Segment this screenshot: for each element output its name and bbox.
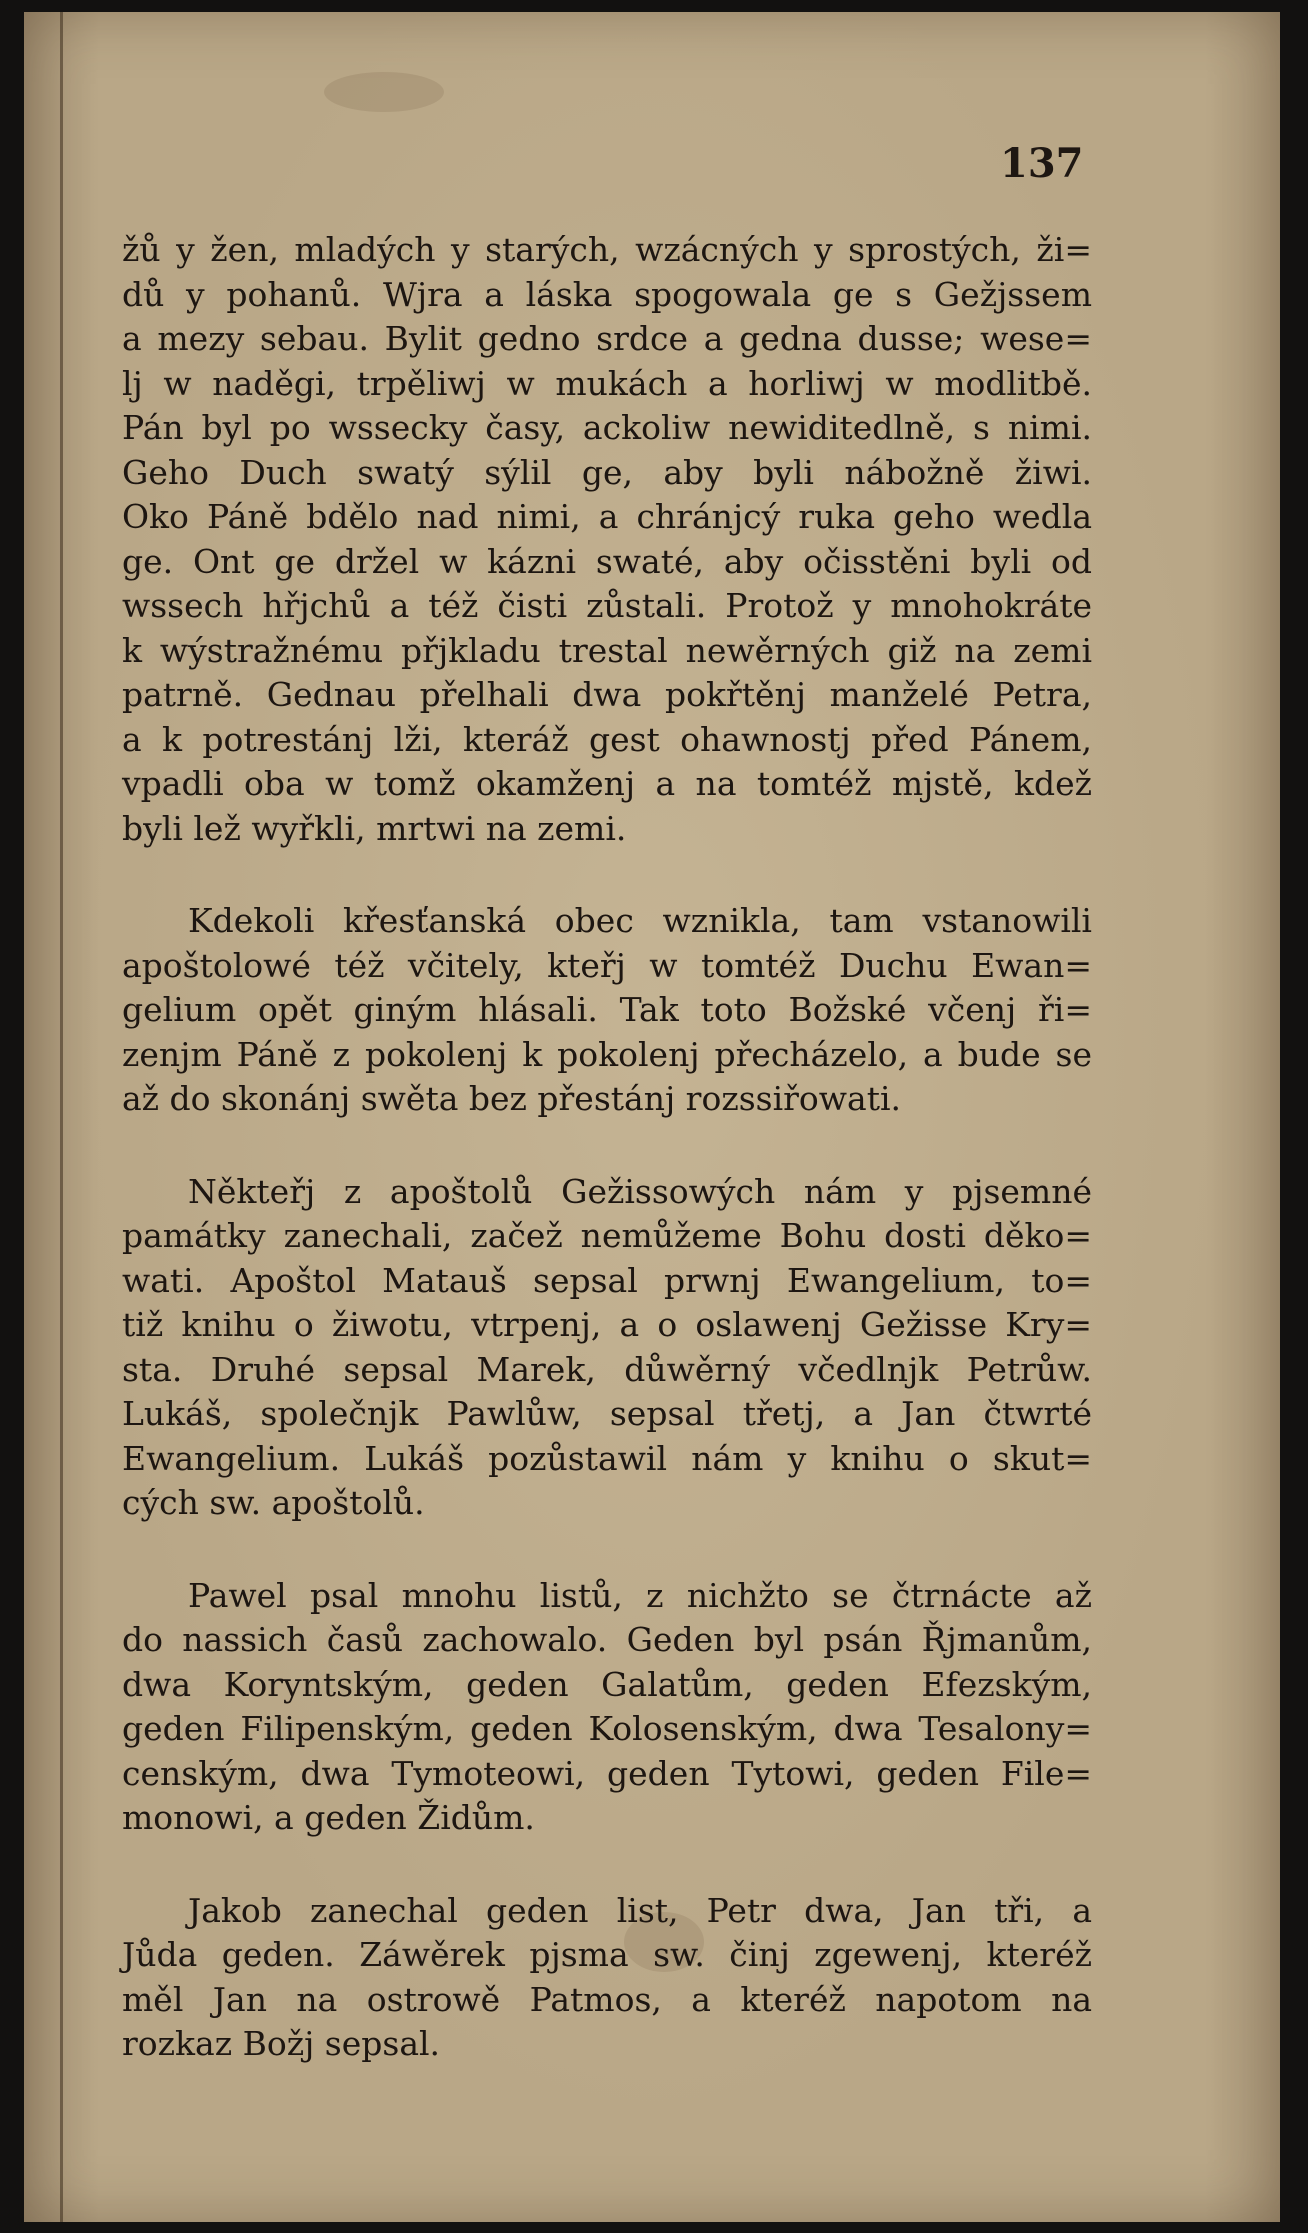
text-line: do nassich časů zachowalo. Geden byl psán Řjmanům, [122, 1620, 1092, 1659]
paragraph-5 [122, 1889, 1092, 2067]
text-line: cých sw. apoštolů. [122, 1483, 425, 1522]
paragraph-2 [122, 899, 1092, 1122]
text-line: Pawel psal mnohu listů, z nichžto se čtrnácte až [188, 1575, 1092, 1615]
page-number: 137 [1000, 140, 1084, 187]
paper-stain [324, 72, 444, 112]
text-line: Geho Duch swatý sýlil ge, aby byli nábožně žiwi. [122, 452, 1092, 492]
paragraph-1 [122, 228, 1092, 851]
text-line: Jůda geden. Záwěrek pjsma sw. činj zgewenj, kteréž [122, 1935, 1092, 1974]
text-line: zenjm Páně z pokolenj k pokolenj přecházelo, a bude se [122, 1034, 1092, 1074]
paragraph-3 [122, 1170, 1092, 1526]
text-line: monowi, a geden Židům. [122, 1798, 535, 1837]
text-line: rozkaz Božj sepsal. [122, 2024, 441, 2063]
text-line: Oko Páně bdělo nad nimi, a chránjcý ruka geho wedla [122, 497, 1092, 536]
text-line: žů y žen, mladých y starých, wzácných y sprostých, ži= [122, 230, 1092, 269]
body-text [122, 228, 1092, 2067]
text-line: sta. Druhé sepsal Marek, důwěrný včedlnjk Petrůw. [122, 1349, 1092, 1389]
text-line: k wýstražnému přjkladu trestal newěrných giž na zemi [122, 630, 1092, 670]
scan-bottom-edge [24, 2222, 1280, 2233]
text-line: Kdekoli křesťanská obec wznikla, tam vstanowili [188, 901, 1092, 940]
text-line: až do skonánj swěta bez přestánj rozssiřowati. [122, 1079, 901, 1118]
paragraph-4 [122, 1574, 1092, 1841]
text-line: a mezy sebau. Bylit gedno srdce a gedna dusse; wese= [122, 319, 1092, 358]
text-line: Někteřj z apoštolů Gežissowých nám y pjsemné [188, 1171, 1092, 1211]
text-line: a k potrestánj lži, kteráž gest ohawnostj před Pánem, [122, 719, 1092, 759]
text-line: Pán byl po wssecky časy, ackoliw newiditedlně, s nimi. [122, 408, 1092, 447]
text-line: geden Filipenským, geden Kolosenským, dwa Tesalony= [122, 1709, 1092, 1748]
text-line: lj w naděgi, trpěliwj w mukách a horliwj w modlitbě. [122, 363, 1092, 403]
text-line: vpadli oba w tomž okamženj a na tomtéž mjstě, kdež [122, 764, 1092, 803]
binding-gutter [60, 12, 63, 2222]
text-line: dů y pohanů. Wjra a láska spogowala ge s Gežjssem [122, 274, 1092, 314]
text-line: byli lež wyřkli, mrtwi na zemi. [122, 808, 627, 848]
text-line: dwa Koryntským, geden Galatům, geden Efezským, [122, 1664, 1092, 1704]
text-line: ge. Ont ge držel w kázni swaté, aby očisstěni byli od [122, 541, 1092, 581]
text-line: apoštolowé též včitely, kteřj w tomtéž Duchu Ewan= [122, 945, 1092, 985]
text-line: gelium opět giným hlásali. Tak toto Božské včenj ři= [122, 990, 1092, 1029]
text-line: cenským, dwa Tymoteowi, geden Tytowi, geden File= [122, 1753, 1092, 1793]
text-line: Jakob zanechal geden list, Petr dwa, Jan tři, a [188, 1890, 1092, 1930]
text-line: Lukáš, společnjk Pawlůw, sepsal třetj, a Jan čtwrté [122, 1394, 1092, 1433]
paragraph-gap [122, 851, 1092, 899]
text-line: Ewangelium. Lukáš pozůstawil nám y knihu o skut= [122, 1438, 1092, 1478]
text-line: patrně. Gednau přelhali dwa pokřtěnj manželé Petra, [122, 675, 1092, 714]
paragraph-gap [122, 1526, 1092, 1574]
text-line: měl Jan na ostrowě Patmos, a kteréž napotom na [122, 1979, 1092, 2019]
text-line: památky zanechali, začež nemůžeme Bohu dosti děko= [122, 1216, 1092, 1255]
paragraph-gap [122, 1122, 1092, 1170]
text-line: tiž knihu o žiwotu, vtrpenj, a o oslawenj Gežisse Kry= [122, 1305, 1092, 1344]
paragraph-gap [122, 1841, 1092, 1889]
text-line: wssech hřjchů a též čisti zůstali. Protož y mnohokráte [122, 586, 1092, 625]
text-line: wati. Apoštol Matauš sepsal prwnj Ewangelium, to= [122, 1260, 1092, 1300]
